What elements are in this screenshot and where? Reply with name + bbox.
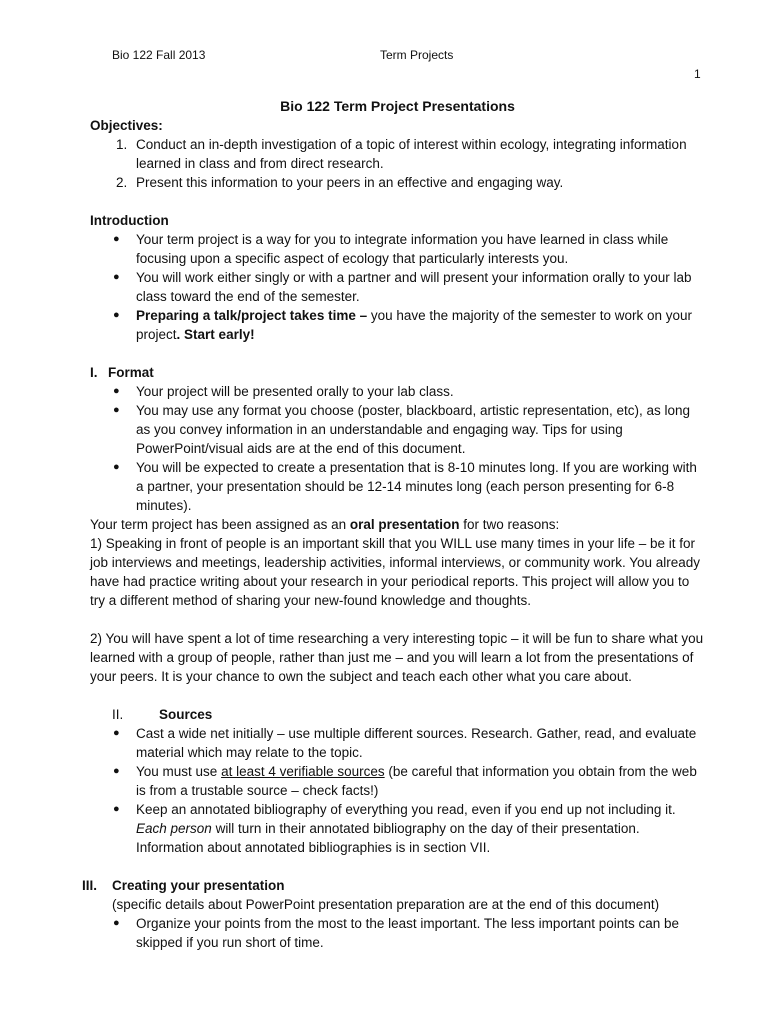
header-title: Term Projects <box>380 48 454 62</box>
format-bullet-text: Your project will be presented orally to your lab class. <box>136 384 454 399</box>
list-item <box>90 724 705 762</box>
each-person-text: Each person <box>136 821 212 836</box>
format-bullet-text: You will be expected to create a presentation that is 8-10 minutes long. If you are working with a partner, your presentation should be 12-14 minutes long (each person presenting for 6-8 minutes). <box>136 460 697 513</box>
format-heading <box>90 363 705 382</box>
start-early-text: Start early! <box>180 327 255 342</box>
bullet-icon: ● <box>113 271 120 283</box>
section-numeral: II. <box>112 707 124 722</box>
intro-bullet-period: . <box>176 327 181 342</box>
bullet-icon: ● <box>113 404 120 416</box>
objective-text: Conduct an in-depth investigation of a topic of interest within ecology, integrating information learned in class and from direct research. <box>136 137 687 171</box>
reasons-text: Your term project has been assigned as an <box>90 517 350 532</box>
intro-bullet-text: Your term project is a way for you to integrate information you have learned in class while focusing upon a specific aspect of ecology that particularly interests you. <box>136 232 669 266</box>
objective-item <box>90 135 705 173</box>
sources-bullet-text-end: (be careful that information you obtain from the web is from a trustable source – check facts!) <box>136 764 697 798</box>
list-item <box>90 268 705 306</box>
bullet-icon: ● <box>113 803 120 815</box>
page-title: Bio 122 Term Project Presentations <box>280 98 515 114</box>
list-item <box>90 800 705 857</box>
intro-bullet-bold: Preparing a talk/project takes time – <box>136 308 368 323</box>
bullet-icon: ● <box>113 385 120 397</box>
reasons-intro <box>90 515 705 534</box>
objective-number: 2. <box>116 175 128 190</box>
list-item <box>90 306 705 344</box>
document-body <box>82 97 705 952</box>
bullet-icon: ● <box>113 765 120 777</box>
reason-1-paragraph: 1) Speaking in front of people is an important skill that you WILL use many times in your life – be it for job interviews and meetings, leadership activities, informal interviews, or community work. You already have had practice writing about your research in your periodical reports. This project will allow you to try a different method of sharing your new-found knowledge and thoughts. <box>90 536 701 608</box>
objectives-heading: Objectives: <box>90 118 163 133</box>
section-title: Format <box>108 365 154 380</box>
verifiable-sources-text: at least 4 verifiable sources <box>221 764 385 779</box>
reason-2-paragraph: 2) You will have spent a lot of time researching a very interesting topic – it will be fun to share what you learned with a group of people, rather than just me – and you will learn a lot from the presentations of your peers. It is your chance to own the subject and teach each other what you care about. <box>90 631 704 684</box>
list-item <box>90 401 705 458</box>
list-item <box>90 382 705 401</box>
sources-bullet-text: Cast a wide net initially – use multiple different sources. Research. Gather, read, and evaluate material which may relate to the topic. <box>136 726 697 760</box>
introduction-heading: Introduction <box>90 213 169 228</box>
bullet-icon: ● <box>113 727 120 739</box>
section-title: Creating your presentation <box>112 878 285 893</box>
list-item <box>90 458 705 515</box>
list-item <box>90 230 705 268</box>
bullet-icon: ● <box>113 309 120 321</box>
header-course: Bio 122 Fall 2013 <box>112 48 206 62</box>
sources-bullet-text: You must use <box>136 764 222 779</box>
page-number: 1 <box>694 67 701 81</box>
intro-bullet-text: you have the majority of the semester to work on your project <box>136 308 693 342</box>
creating-heading <box>82 876 705 895</box>
bullet-icon: ● <box>113 917 120 929</box>
creating-bullet-text: Organize your points from the most to the least important. The less important points can be skipped if you run short of time. <box>136 916 680 950</box>
sources-bullet-text-end: will turn in their annotated bibliography on the day of their presentation. Information about annotated bibliographies is in section VII. <box>136 821 640 855</box>
list-item <box>90 914 705 952</box>
section-numeral: III. <box>82 878 98 893</box>
section-title: Sources <box>159 707 213 722</box>
oral-presentation-text: oral presentation <box>349 517 460 532</box>
sources-bullet-text: Keep an annotated bibliography of everything you read, even if you end up not including it. <box>136 802 676 817</box>
format-bullet-text: You may use any format you choose (poster, blackboard, artistic representation, etc), as long as you convey information in an understandable and engaging way. Tips for using PowerPoint/visual aids are at the end of this document. <box>136 403 691 456</box>
creating-note: (specific details about PowerPoint presentation preparation are at the end of this document) <box>112 897 660 912</box>
list-item <box>90 762 705 800</box>
section-numeral: I. <box>90 365 98 380</box>
sources-heading <box>90 705 705 724</box>
intro-bullet-text: You will work either singly or with a partner and will present your information orally to your lab class toward the end of the semester. <box>136 270 692 304</box>
bullet-icon: ● <box>113 461 120 473</box>
reasons-text-end: for two reasons: <box>459 517 560 532</box>
objective-text: Present this information to your peers in an effective and engaging way. <box>136 175 564 190</box>
objective-number: 1. <box>116 137 128 152</box>
bullet-icon: ● <box>113 233 120 245</box>
objective-item <box>90 173 705 192</box>
